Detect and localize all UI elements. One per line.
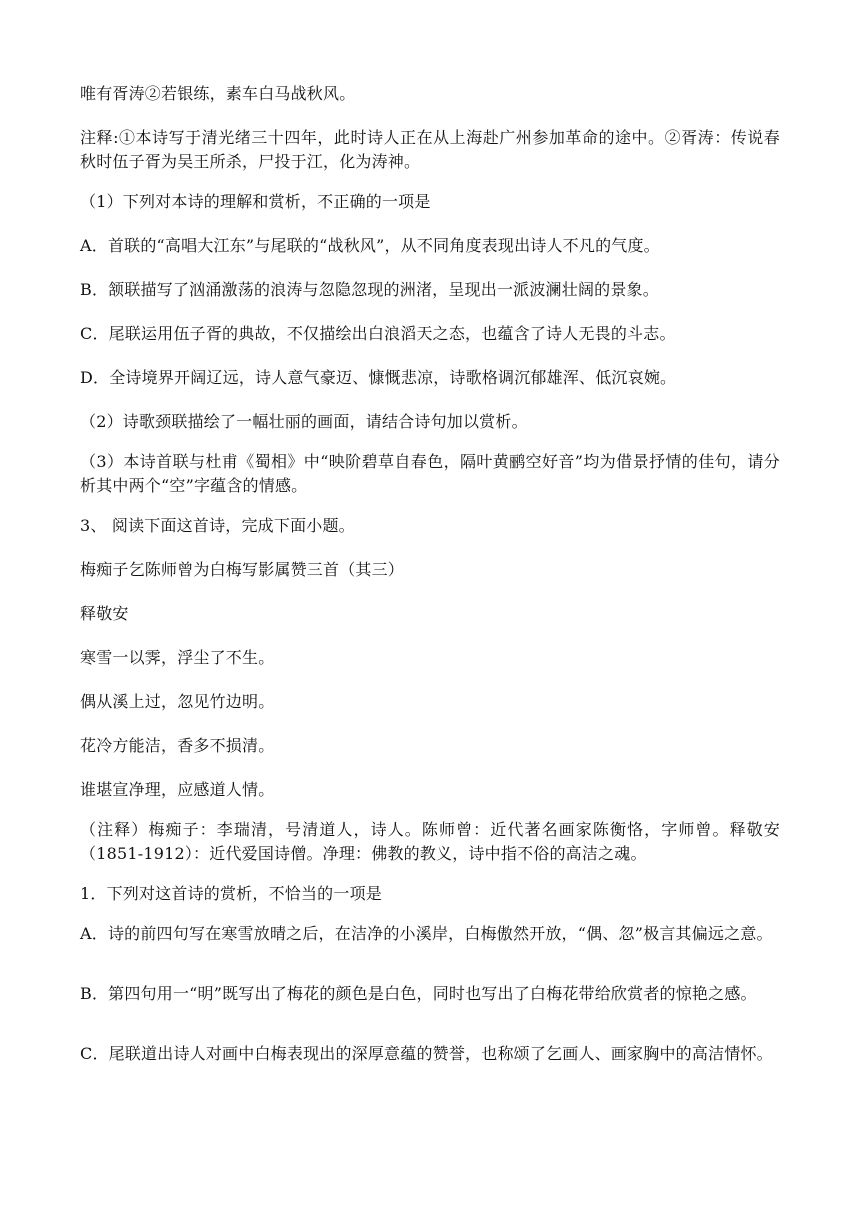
poem-title: 梅痴子乞陈师曾为白梅写影属赞三首（其三） <box>80 560 405 579</box>
option-a-long: A．诗的前四句写在寒雪放晴之后，在洁净的小溪岸，白梅傲然开放，“偶、忽”极言其偏远之意。 <box>80 924 773 943</box>
annotation-note: 注释:①本诗写于清光绪三十四年，此时诗人正在从上海赴广州参加革命的途中。②胥涛：传说春秋时伍子胥为吴王所杀，尸投于江，化为涛神。 <box>80 128 780 171</box>
option-b-long: B．第四句用一“明”既写出了梅花的颜色是白色，同时也写出了白梅花带给欣赏者的惊艳之感。 <box>80 984 757 1003</box>
question-1-heading: 1．下列对这首诗的赏析，不恰当的一项是 <box>80 884 382 903</box>
option-d: D．全诗境界开阔辽远，诗人意气豪迈、慷慨悲凉，诗歌格调沉郁雄浑、低沉哀婉。 <box>80 368 677 387</box>
poem-line-final: 唯有胥涛②若银练，素车白马战秋风。 <box>80 84 356 103</box>
poem-line-3: 花冷方能洁，香多不损清。 <box>80 736 275 755</box>
poem-line-1: 寒雪一以霁，浮尘了不生。 <box>80 648 275 667</box>
section-heading: 3、 阅读下面这首诗，完成下面小题。 <box>80 516 355 535</box>
poem-author: 释敬安 <box>80 604 129 623</box>
option-a: A．首联的“高唱大江东”与尾联的“战秋风”，从不同角度表现出诗人不凡的气度。 <box>80 236 660 255</box>
option-c: C．尾联运用伍子胥的典故，不仅描绘出白浪滔天之态，也蕴含了诗人无畏的斗志。 <box>80 324 676 343</box>
option-c-long: C．尾联道出诗人对画中白梅表现出的深厚意蕴的赞誉，也称颂了乞画人、画家胸中的高洁情怀。 <box>80 1044 773 1063</box>
poem-line-4: 谁堪宣净理，应感道人情。 <box>80 780 275 799</box>
poem-annotation: （注释）梅痴子：李瑞清，号清道人，诗人。陈师曾：近代著名画家陈衡恪，字师曾。释敬安（1851-1912）：近代爱国诗僧。净理：佛教的教义，诗中指不俗的高洁之魂。 <box>80 820 780 863</box>
poem-line-2: 偶从溪上过，忽见竹边明。 <box>80 692 275 711</box>
question-2: （2）诗歌颈联描绘了一幅壮丽的画面，请结合诗句加以赏析。 <box>80 412 528 431</box>
question-1: （1）下列对本诗的理解和赏析，不正确的一项是 <box>80 192 431 211</box>
question-3: （3）本诗首联与杜甫《蜀相》中“映阶碧草自春色，隔叶黄鹂空好音”均为借景抒情的佳句，请分析其中两个“空”字蕴含的情感。 <box>80 452 780 495</box>
option-b: B．颔联描写了汹涌激荡的浪涛与忽隐忽现的洲渚，呈现出一派波澜壮阔的景象。 <box>80 280 659 299</box>
